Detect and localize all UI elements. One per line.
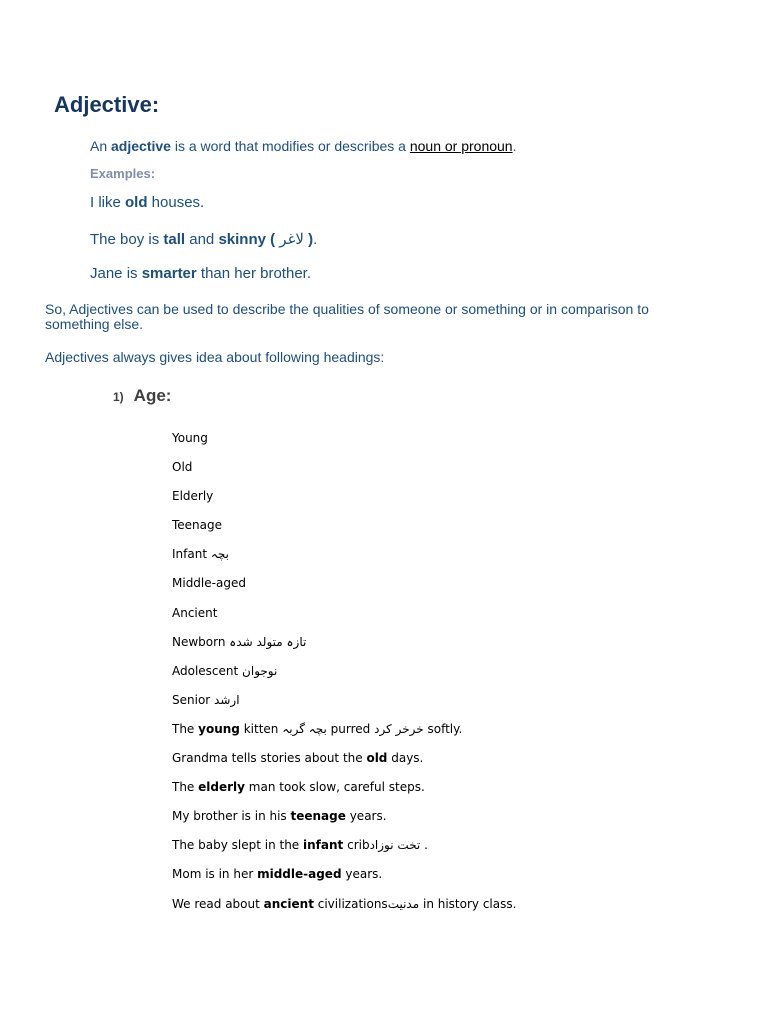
sentence-mid: crib	[343, 838, 370, 853]
age-word-list	[172, 428, 516, 923]
sentence-item	[172, 777, 516, 806]
word-text: Old	[172, 460, 193, 475]
word-urdu: تازہ متولد شدہ	[229, 634, 307, 649]
list-item	[172, 457, 516, 486]
heading-number: 1)	[113, 390, 124, 404]
example-2-mid: and	[185, 231, 219, 248]
example-1-bold: old	[125, 194, 148, 211]
page-title: Adjective:	[54, 92, 160, 117]
sentence-mid: purred	[326, 721, 375, 736]
paragraph-qualities: So, Adjectives can be used to describe the qualities of someone or something or in comparison to something else.	[45, 301, 649, 332]
word-text: Teenage	[172, 518, 223, 533]
definition-post: .	[512, 138, 517, 154]
word-text: Young	[172, 431, 208, 445]
example-3-pre: Jane is	[90, 265, 142, 282]
sentence-item	[172, 748, 516, 777]
definition-mid: is a word that modifies or describes a	[170, 138, 410, 154]
word-text: Infant	[172, 547, 208, 562]
list-item	[172, 573, 516, 602]
word-text: Senior	[172, 692, 211, 707]
definition-text	[90, 138, 517, 154]
sentence-post: years.	[341, 867, 383, 882]
list-item	[172, 544, 516, 573]
paragraph-headings: Adjectives always gives idea about following headings:	[45, 349, 385, 365]
list-item	[172, 428, 516, 457]
sentence-bold: old	[366, 751, 388, 766]
word-text: Elderly	[172, 489, 214, 504]
sentence-bold: teenage	[290, 809, 346, 824]
example-2-pre: The boy is	[90, 231, 164, 248]
example-1-pre: I like	[90, 194, 126, 211]
examples-label: Examples:	[90, 166, 156, 181]
example-2-urdu: لاغر	[279, 231, 304, 248]
sentence-bold: young	[198, 721, 240, 736]
word-text: Newborn	[172, 634, 226, 649]
sentence-pre: My brother is in his	[172, 809, 291, 824]
sentence-post: softly.	[423, 721, 463, 736]
example-2-bold-skinny: skinny (	[218, 231, 276, 248]
sentence-bold: elderly	[198, 780, 245, 795]
example-sentence-1	[90, 194, 204, 211]
definition-pre: An	[90, 138, 112, 154]
word-urdu: ارشد	[214, 692, 240, 707]
list-item	[172, 632, 516, 661]
sentence-item	[172, 835, 516, 864]
definition-term: adjective	[111, 138, 171, 154]
sentence-pre: The	[172, 780, 199, 795]
sentence-pre: Grandma tells stories about the	[172, 751, 367, 766]
sentence-bold: ancient	[263, 896, 314, 911]
heading-text: Age:	[133, 386, 172, 405]
sentence-pre: We read about	[172, 896, 264, 911]
example-sentence-3	[90, 265, 311, 282]
word-text: Ancient	[172, 605, 218, 620]
list-item	[172, 690, 516, 719]
example-2-bold-tall: tall	[163, 231, 186, 248]
noun-pronoun-link: noun or pronoun	[409, 138, 513, 154]
example-2-post: .	[313, 231, 318, 248]
list-item	[172, 603, 516, 632]
example-3-post: than her brother.	[196, 265, 311, 282]
example-3-bold: smarter	[141, 265, 197, 282]
sentence-pre: Mom is in her	[172, 867, 258, 882]
sentence-urdu: مدنیت	[387, 896, 420, 911]
list-item	[172, 486, 516, 515]
sentence-item	[172, 894, 516, 923]
list-item	[172, 661, 516, 690]
sentence-urdu: خرخر کرد	[374, 721, 424, 736]
sentence-mid: kitten	[239, 721, 283, 736]
sentence-post: years.	[345, 809, 387, 824]
sentence-pre: The	[172, 721, 199, 736]
example-2-paren: )	[303, 231, 314, 248]
list-item	[172, 515, 516, 544]
sentence-mid: civilizations	[313, 896, 388, 911]
sentence-urdu: بچہ گربہ	[282, 721, 327, 736]
word-text: Middle-aged	[172, 576, 246, 591]
sentence-post: days.	[387, 751, 424, 766]
sentence-urdu: تخت نوزاد	[369, 838, 421, 853]
sentence-item	[172, 806, 516, 835]
sentence-post: in history class.	[419, 896, 517, 911]
word-urdu: نوجوان	[242, 663, 278, 678]
example-1-post: houses.	[147, 194, 205, 211]
word-urdu: بچہ	[210, 547, 229, 562]
sentence-item	[172, 864, 516, 893]
sentence-post: .	[420, 838, 428, 853]
example-sentence-2	[90, 230, 317, 248]
heading-age	[113, 386, 171, 406]
sentence-post: man took slow, careful steps.	[244, 780, 425, 795]
sentence-bold: infant	[303, 838, 344, 853]
sentence-bold: middle-aged	[257, 867, 342, 882]
sentence-item	[172, 719, 516, 748]
sentence-pre: The baby slept in the	[172, 838, 304, 853]
word-text: Adolescent	[172, 663, 239, 678]
